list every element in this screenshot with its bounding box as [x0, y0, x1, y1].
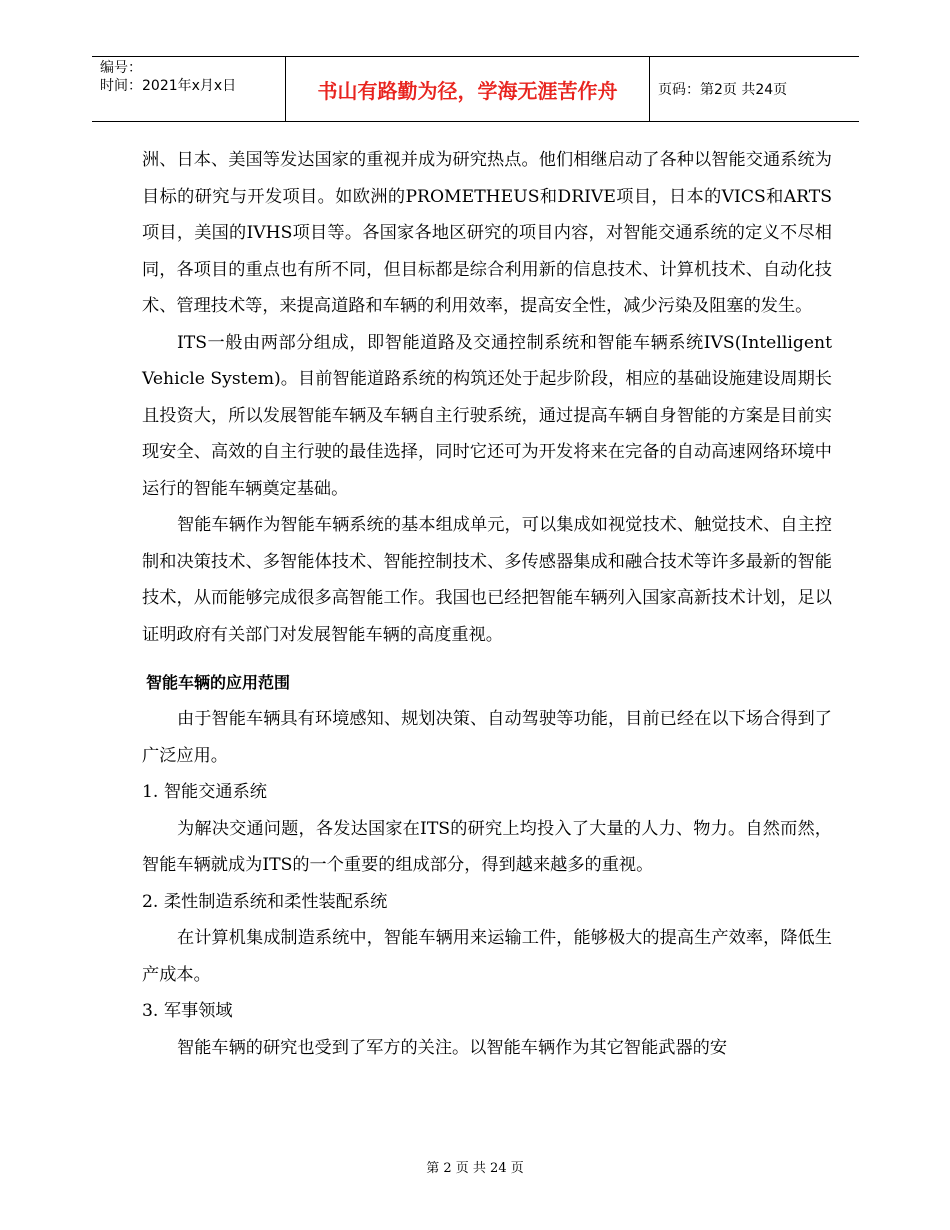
paragraph: 智能车辆的研究也受到了军方的关注。以智能车辆作为其它智能武器的安	[177, 1037, 728, 1058]
header-meta	[92, 57, 286, 121]
list-item-heading: 3. 军事领域	[142, 1001, 233, 1021]
page-header	[92, 56, 859, 122]
paragraph: 智能车辆作为智能车辆系统的基本组成单元，可以集成如视觉技术、触觉技术、自主控制和决策技术、多智能体技术、智能控制技术、多传感器集成和融合技术等许多最新的智能技术，从而能够完成很多高智能工作。我国也已经把智能车辆列入国家高新技术计划，足以证明政府有关部门对发展智能车辆的高度重视。	[142, 515, 832, 645]
list-item-heading: 1. 智能交通系统	[142, 782, 267, 802]
document-number-label: 编号：	[100, 60, 142, 76]
paragraph: 为解决交通问题，各发达国家在ITS的研究上均投入了大量的人力、物力。自然而然，智能车辆就成为ITS的一个重要的组成部分，得到越来越多的重视。	[142, 818, 832, 875]
header-page-number: 页码：第2页 共24页	[658, 82, 788, 98]
document-body	[142, 142, 832, 1066]
header-motto: 书山有路勤为径，学海无涯苦作舟	[286, 57, 650, 121]
paragraph: 在计算机集成制造系统中，智能车辆用来运输工件，能够极大的提高生产效率，降低生产成本。	[142, 928, 832, 985]
paragraph: 由于智能车辆具有环境感知、规划决策、自动驾驶等功能，目前已经在以下场合得到了广泛应用。	[142, 709, 832, 766]
document-time-label: 时间：2021年x月x日	[100, 78, 237, 94]
page-footer: 第 2 页 共 24 页	[426, 1161, 524, 1176]
section-heading: 智能车辆的应用范围	[146, 673, 291, 692]
list-item-heading: 2. 柔性制造系统和柔性装配系统	[142, 891, 388, 912]
paragraph: 洲、日本、美国等发达国家的重视并成为研究热点。他们相继启动了各种以智能交通系统为目标的研究与开发项目。如欧洲的PROMETHEUS和DRIVE项目，日本的VICS和ARTS项目，美国的IVHS项目等。各国家各地区研究的项目内容，对智能交通系统的定义不尽相同，各项目的重点也有所不同，但目标都是综合利用新的信息技术、计算机技术、自动化技术、管理技术等，来提高道路和车辆的利用效率，提高安全性，减少污染及阻塞的发生。	[142, 150, 832, 316]
paragraph: ITS一般由两部分组成，即智能道路及交通控制系统和智能车辆系统IVS(Intelligent Vehicle System)。目前智能道路系统的构筑还处于起步阶段，相应的基础设施建设周期长且投资大，所以发展智能车辆及车辆自主行驶系统，通过提高车辆自身智能的方案是目前实现安全、高效的自主行驶的最佳选择，同时它还可为开发将来在完备的自动高速网络环境中运行的智能车辆奠定基础。	[142, 332, 832, 499]
